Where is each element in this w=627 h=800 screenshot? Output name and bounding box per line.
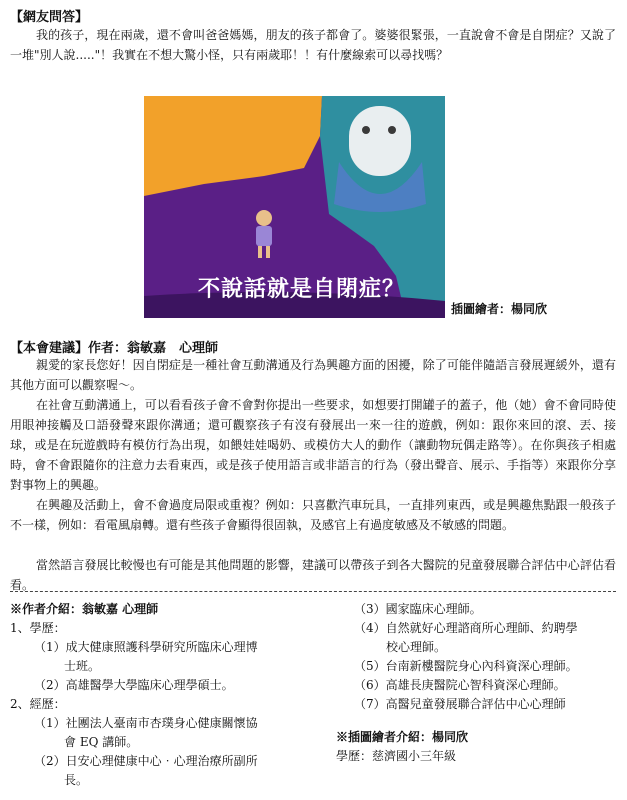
education-label: 1、學歷： [10,621,66,635]
education-item-1: （1）成大健康照護科學研究所臨床心理博 [34,640,258,654]
illustration-caption: 不說話就是自閉症？ [198,276,406,302]
ghost-eye-right [388,126,396,134]
netizen-qa-header: 【網友問答】 [10,10,89,25]
advice-author: 作者：翁敏嘉 心理師 [88,341,219,356]
experience-item-2-cont: 長。 [64,773,89,787]
netizen-question: 我的孩子，現在兩歲，還不會叫爸爸媽媽，朋友的孩子都會了。婆婆很緊張，一直說會不會是自閉症？又說了一堆"別人說....."！我實在不想大驚小怪，只有兩歲耶！！有什麼線索可以尋找嗎？ [10,28,616,62]
experience-item-7: （7）高醫兒童發展聯合評估中心心理師 [354,697,566,711]
experience-item-3: （3）國家臨床心理師。 [354,602,482,616]
experience-item-2: （2）日安心理健康中心‧心理治療所副所 [34,754,258,768]
advice-paragraph-1: 親愛的家長您好！因自閉症是一種社會互動溝通及行為興趣方面的困擾，除了可能伴隨語言發展遲緩外，還有其他方面可以觀察喔～。 [10,358,616,392]
experience-item-6: （6）高雄長庚醫院心智科資深心理師。 [354,678,566,692]
illustrator-intro-header: ※插圖繪者介紹：楊同欣 [336,730,469,744]
author-intro-header: ※作者介紹：翁敏嘉 心理師 [10,602,159,616]
author-intro [10,600,330,790]
education-item-1-cont: 士班。 [64,659,101,673]
experience-item-1: （1）社團法人臺南市杏璞身心健康關懷協 [34,716,258,730]
experience-item-1-cont: 會 EQ 講師。 [64,735,139,749]
advice-header-bracket: 【本會建議】 [10,341,89,356]
experience-label: 2、經歷： [10,697,66,711]
advice-paragraph-4: 當然語言發展比較慢也有可能是其他問題的影響，建議可以帶孩子到各大醫院的兒童發展聯合評估中心評估看看。 [10,558,616,592]
education-item-2: （2）高雄醫學大學臨床心理學碩士。 [34,678,234,692]
ghost-eye-left [362,126,370,134]
section-divider [10,591,616,592]
experience-item-4-cont: 校心理師。 [386,640,447,654]
author-intro-continued [336,600,622,766]
illustrator-education: 學歷：慈濟國小三年級 [336,749,457,763]
experience-item-4: （4）自然就好心理諮商所心理師、約聘學 [354,621,578,635]
illustration-credit: 插圖繪者：楊同欣 [451,302,548,316]
advice-paragraph-3: 在興趣及活動上，會不會過度局限或重複？例如：只喜歡汽車玩具，一直排列東西，或是興趣焦點跟一般孩子不一樣，例如：看電風扇轉。還有些孩子會顯得很固執，及感官上有過度敏感及不敏感的問題。 [10,498,616,532]
advice-header [10,337,218,356]
experience-item-5: （5）台南新樓醫院身心內科資深心理師。 [354,659,578,673]
advice-paragraph-2: 在社會互動溝通上，可以看看孩子會不會對你提出一些要求，如想要打開罐子的蓋子，他（她）會不會同時使用眼神接觸及口語發聲來跟你溝通；還可觀察孩子有沒有發展出一來一往的遊戲，例如：跟你來回的滾、丟、接球，或是在玩遊戲時有模仿行為出現，如餵娃娃喝奶、或模仿大人的動作（讓動物玩偶走路等）。在你與孩子相處時，會不會跟隨你的注意力去看東西，或是孩子使用語言或非語言的行為（發出聲音、展示、手指等）來跟你分享對事物上的興趣。 [10,398,616,492]
ghost-face [349,106,411,176]
